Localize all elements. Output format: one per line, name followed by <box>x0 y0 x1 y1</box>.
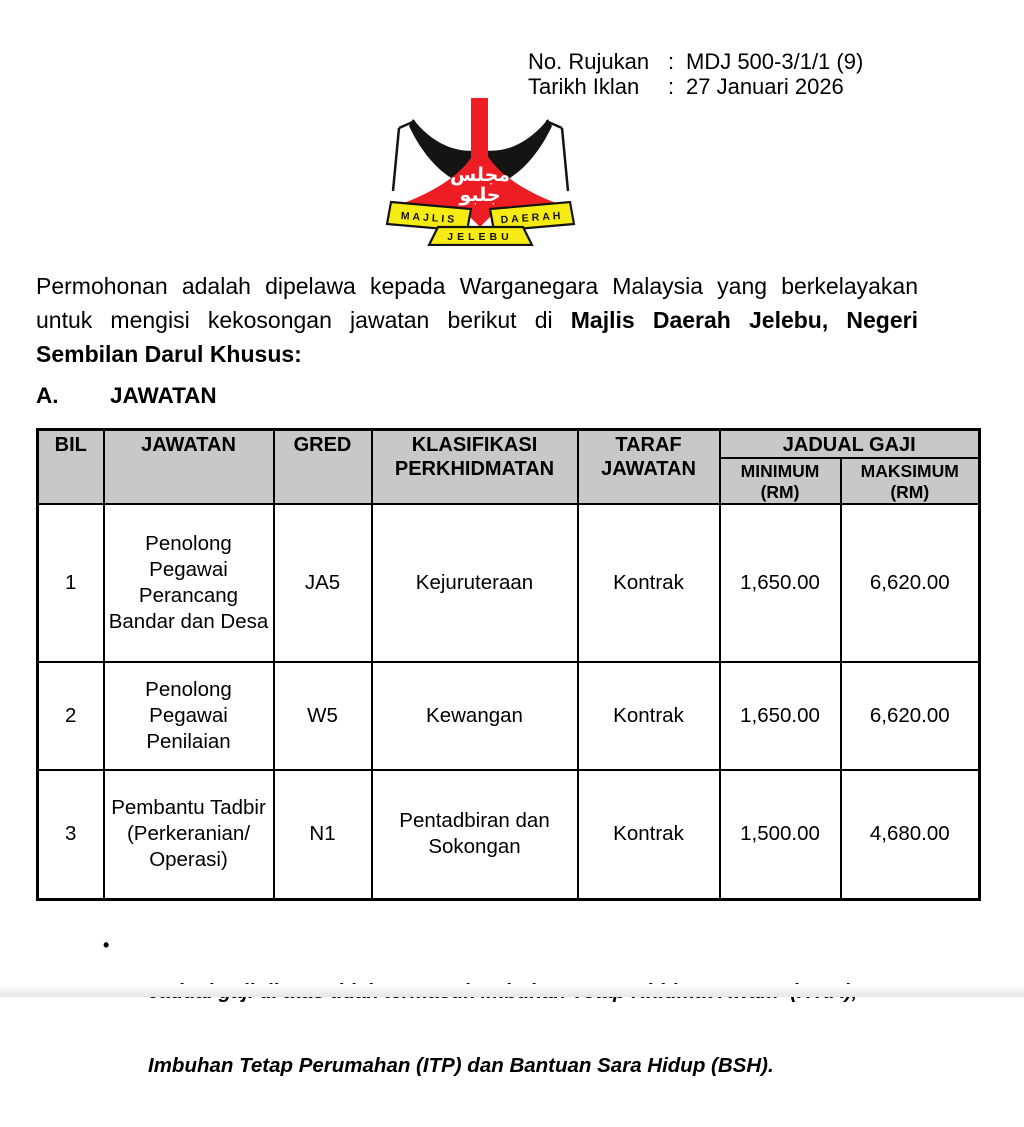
cell-minimum: 1,500.00 <box>720 770 841 899</box>
cell-gred: JA5 <box>274 504 372 662</box>
col-header-minimum: MINIMUM (RM) <box>720 458 841 504</box>
col-header-maksimum: MAKSIMUM (RM) <box>841 458 980 504</box>
table-row <box>38 662 980 770</box>
arabic-calligraphy-bottom: جلبو <box>459 184 501 206</box>
cell-bil: 1 <box>38 504 104 662</box>
intro-text-normal: Permohonan adalah dipelawa kepada Warganegara Malaysia yang berkelayakan untuk mengisi kekosongan jawatan berikut di <box>36 273 918 333</box>
cell-klasifikasi: Pentadbiran dan Sokongan <box>372 770 578 899</box>
salary-note <box>103 931 857 1127</box>
ribbon-right-text: DAERAH <box>500 209 564 227</box>
section-letter: A. <box>36 383 59 408</box>
advert-date-value: 27 Januari 2026 <box>686 74 844 99</box>
cell-bil: 2 <box>38 662 104 770</box>
cell-gred: W5 <box>274 662 372 770</box>
cell-bil: 3 <box>38 770 104 899</box>
ribbon-bottom-text: JELEBU <box>447 231 513 243</box>
arabic-calligraphy-top: مجلس <box>449 164 511 186</box>
cell-minimum: 1,650.00 <box>720 504 841 662</box>
cell-minimum: 1,650.00 <box>720 662 841 770</box>
cell-klasifikasi: Kewangan <box>372 662 578 770</box>
right-pole-shape <box>562 128 568 191</box>
intro-text-bold: Majlis Daerah Jelebu, Negeri Sembilan Darul Khusus: <box>36 307 918 367</box>
reference-number-colon: : <box>668 49 675 74</box>
bullet-icon: • <box>103 935 110 955</box>
section-heading <box>36 383 217 409</box>
col-header-bil: BIL <box>38 430 104 505</box>
cell-maksimum: 6,620.00 <box>841 662 980 770</box>
reference-number-row <box>528 49 863 74</box>
reference-number-label: No. Rujukan <box>528 49 650 74</box>
salary-note-line2: Imbuhan Tetap Perumahan (ITP) dan Bantuan Sara Hidup (BSH). <box>148 1053 774 1077</box>
section-title: JAWATAN <box>110 383 217 408</box>
cell-maksimum: 6,620.00 <box>841 504 980 662</box>
col-header-klasifikasi: KLASIFIKASI PERKHIDMATAN <box>372 430 578 505</box>
cell-maksimum: 4,680.00 <box>841 770 980 899</box>
reference-number-value: MDJ 500-3/1/1 (9) <box>686 49 864 74</box>
crest-icon <box>383 98 578 246</box>
vacancy-table <box>36 428 981 901</box>
advert-date-colon: : <box>668 74 675 99</box>
col-header-jawatan: JAWATAN <box>104 430 274 505</box>
cell-taraf: Kontrak <box>578 770 720 899</box>
cell-klasifikasi: Kejuruteraan <box>372 504 578 662</box>
cell-jawatan: Pembantu Tadbir (Perkeranian/ Operasi) <box>104 770 274 899</box>
page-bottom-edge <box>0 984 1024 997</box>
cell-jawatan: Penolong Pegawai Perancang Bandar dan Desa <box>104 504 274 662</box>
advert-date-row <box>528 74 863 99</box>
left-pole-shape <box>393 128 399 191</box>
cell-gred: N1 <box>274 770 372 899</box>
table-row <box>38 770 980 899</box>
ribbon-left-text: MAJLIS <box>400 210 458 226</box>
majlis-daerah-jelebu-logo <box>383 98 578 246</box>
advert-date-label: Tarikh Iklan <box>528 74 640 99</box>
table-row <box>38 504 980 662</box>
col-header-taraf: TARAF JAWATAN <box>578 430 720 505</box>
cell-jawatan: Penolong Pegawai Penilaian <box>104 662 274 770</box>
intro-paragraph <box>36 269 918 371</box>
cell-taraf: Kontrak <box>578 662 720 770</box>
cell-taraf: Kontrak <box>578 504 720 662</box>
col-header-gred: GRED <box>274 430 372 505</box>
col-header-jadual-gaji: JADUAL GAJI <box>720 430 980 459</box>
salary-note-text <box>148 931 857 1127</box>
reference-block <box>528 49 863 99</box>
